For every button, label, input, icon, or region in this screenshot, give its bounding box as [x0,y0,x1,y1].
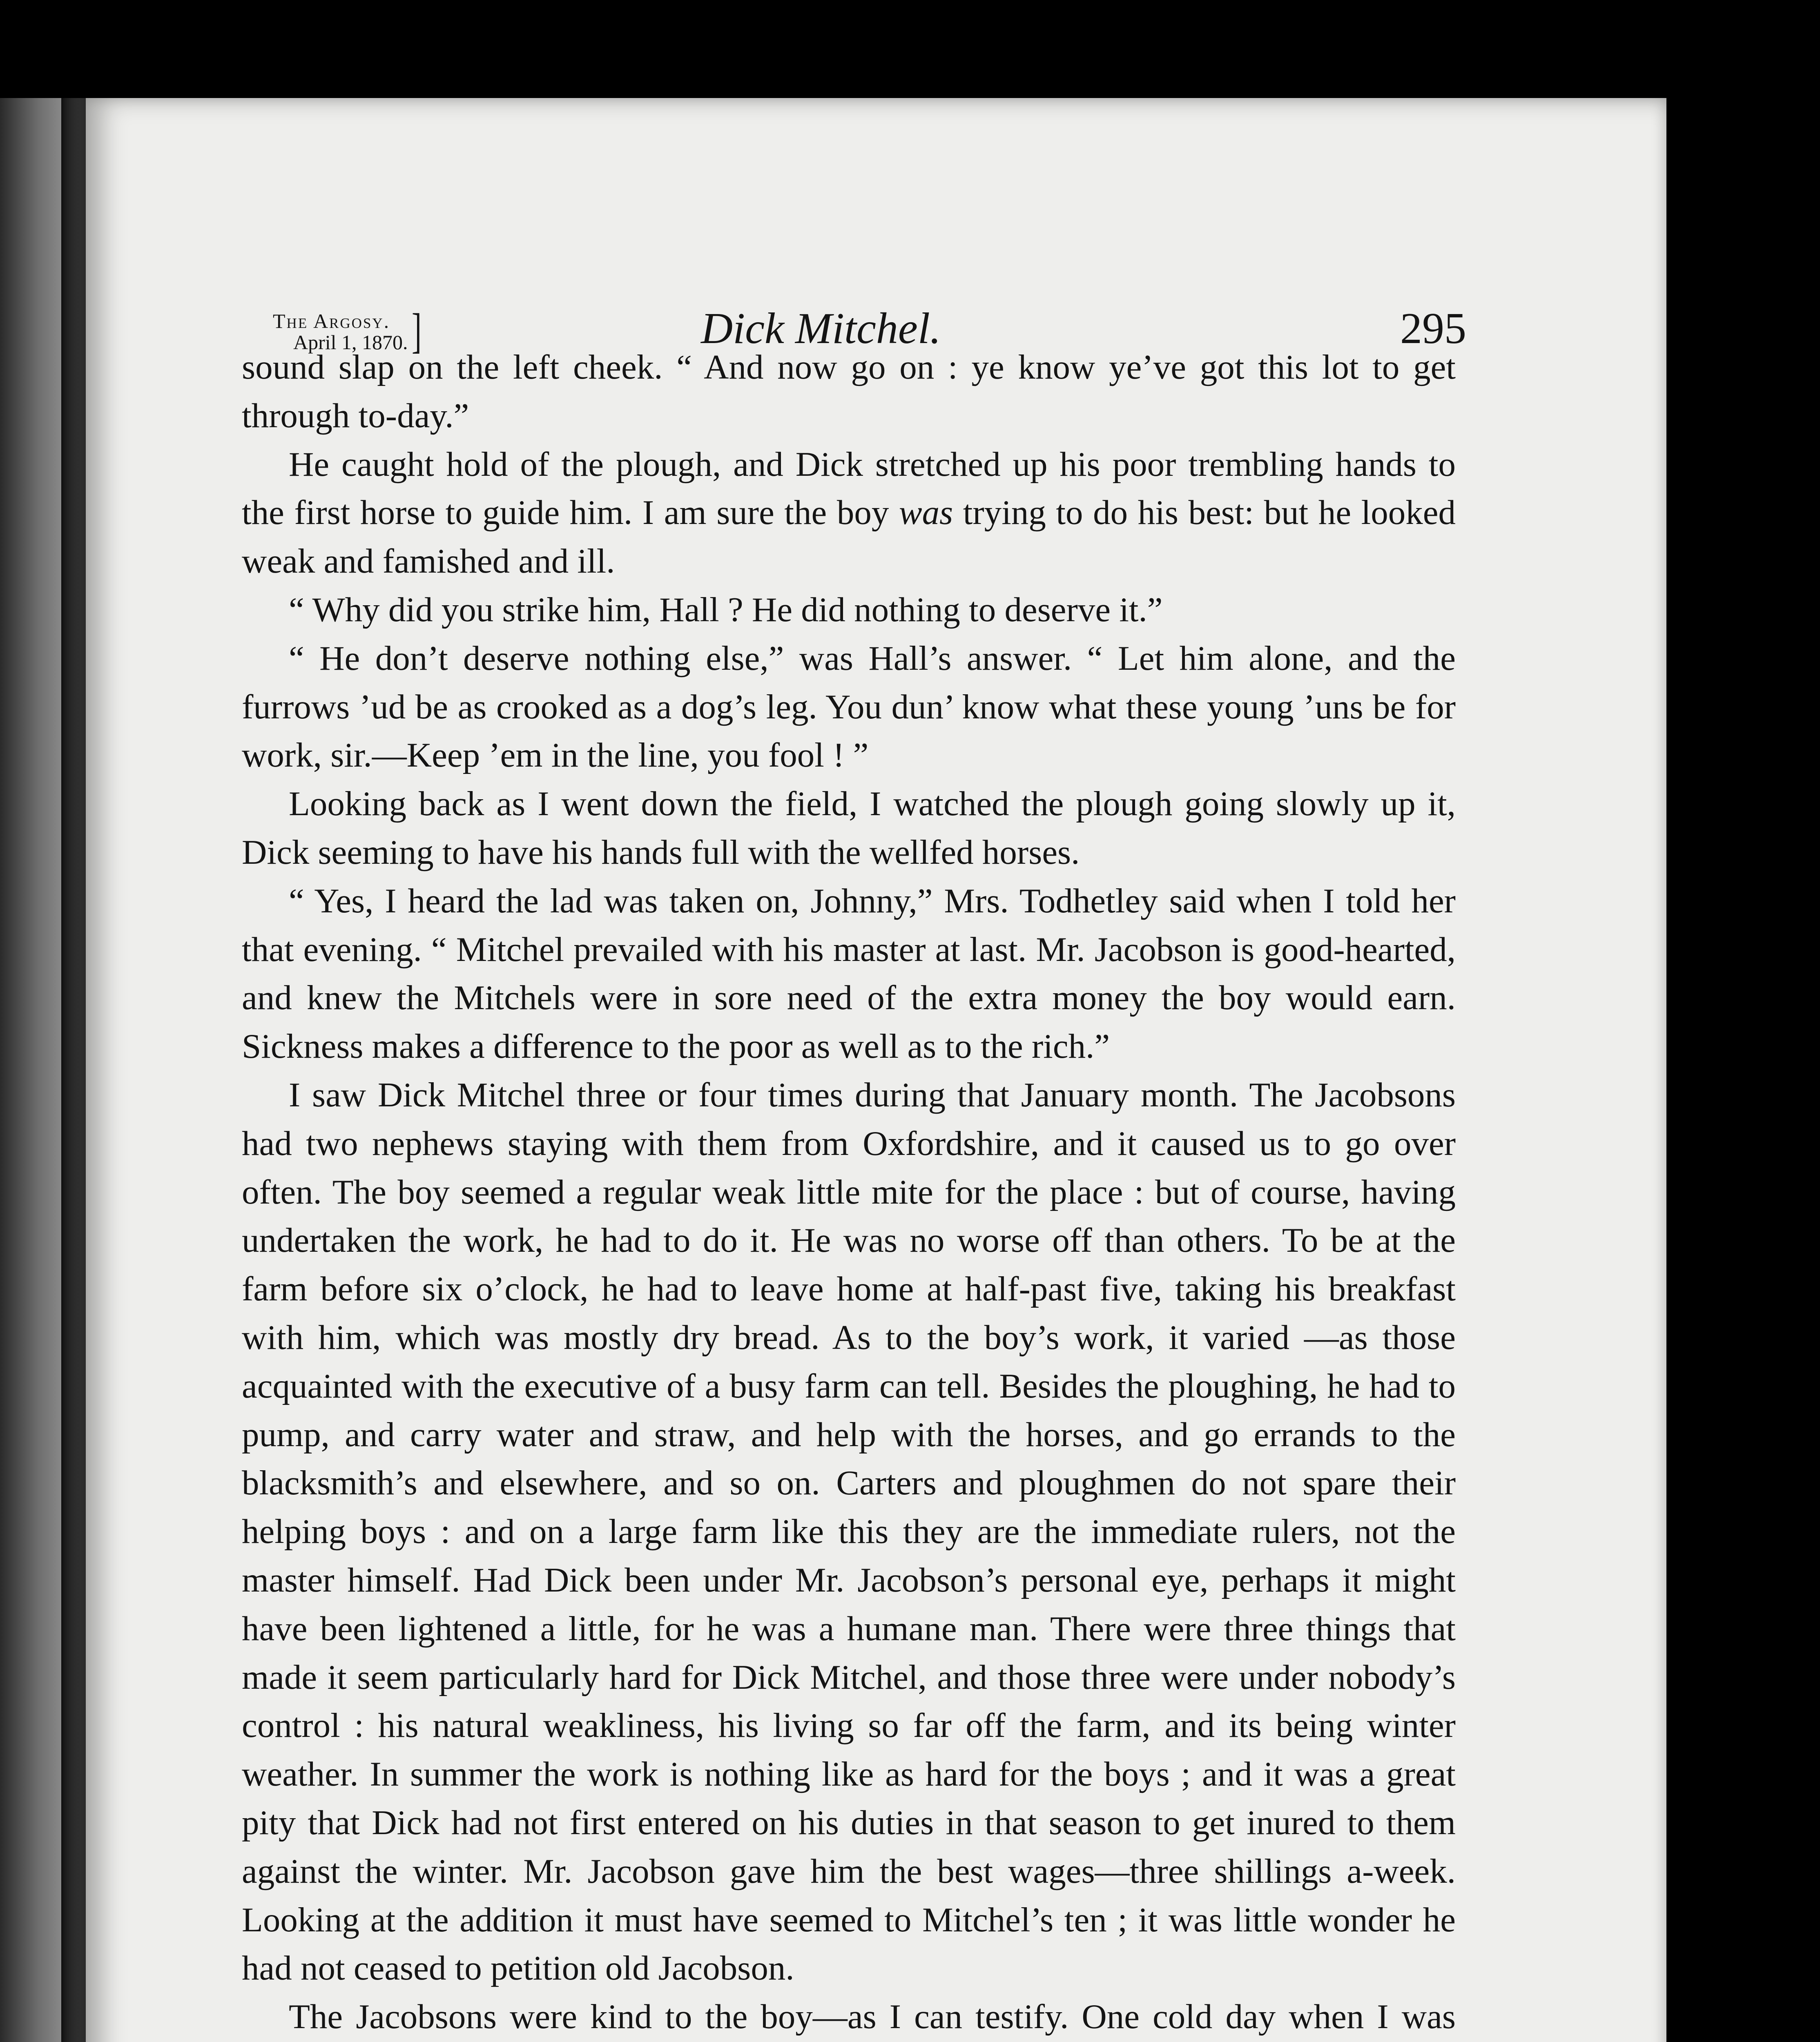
story-title: Dick Mitchel. [701,304,941,353]
emphasized-word: was [899,493,953,532]
paragraph: “ He don’t deserve nothing else,” was Hall’s answer. “ Let him alone, and the furrows ’ud be as crooked as a dog’s leg. You dun’ know what these young ’uns be for work, sir.—Keep ’em in the line, you fool ! ” [242,639,1456,775]
imprint-bracket: ] [411,303,422,358]
paragraph: The Jacobsons were kind to the boy—as I can testify. One cold day when I was [289,1997,1456,2036]
paragraph: “ Why did you strike him, Hall ? He did nothing to deserve it.” [289,590,1163,629]
issue-date: April 1, 1870. [293,331,408,354]
page-number: 295 [1400,304,1466,353]
paragraph: sound slap on the left cheek. “ And now go on : ye know ye’ve got this lot to get through to-day.” [242,348,1456,435]
paragraph: He caught hold of the plough, and Dick stretched up his poor trembling hands to the first horse to guide him. I am sure the boy was trying to do his best: but he looked weak and famished and ill. [242,445,1456,581]
magazine-name: The Argosy. [273,310,390,332]
paragraph: I saw Dick Mitchel three or four times during that January month. The Jacobsons had two nephews staying with them from Oxfordshire, and it caused us to go over often. The boy seemed a regular weak little mite for the place : but of course, having undertaken the work, he had to do it. He was no worse off than others. To be at the farm before six o’clock, he had to leave home at half-past five, taking his breakfast with him, which was mostly dry bread. As to the boy’s work, it varied —as those acquainted with the executive of a busy farm can tell. Besides the ploughing, he had to pump, and carry water and straw, and help with the horses, and go errands to the blacksmith’s and elsewhere, and so on. Carters and ploughmen do not spare their helping boys : and on a large farm like this they are the immediate rulers, not the master himself. Had Dick been under Mr. Jacobson’s personal eye, perhaps it might have been lightened a little, for he was a humane man. There were three things that made it seem particularly hard for Dick Mitchel, and those three were under nobody’s control : his natural weakliness, his living so far off the farm, and its being winter weather. In summer the work is nothing like as hard for the boys ; and it was a great pity that Dick had not first entered on his duties in that season to get inured to them against the winter. Mr. Jacobson gave him the best wages—three shillings a-week. Looking at the addition it must have seemed to Mitchel’s ten ; it was little wonder he had not ceased to petition old Jacobson. [242,1075,1456,1988]
paragraph: Looking back as I went down the field, I watched the plough going slowly up it, Dick seeming to have his hands full with the wellfed horses. [242,785,1456,872]
paragraph: “ Yes, I heard the lad was taken on, Johnny,” Mrs. Todhetley said when I told her that evening. “ Mitchel prevailed with his master at last. Mr. Jacobson is good-hearted, and knew the Mitchels were in sore need of the extra money the boy would earn. Sickness makes a difference to the poor as well as to the rich.” [242,881,1456,1066]
running-head [176,204,1466,358]
body-text [242,343,1456,2042]
